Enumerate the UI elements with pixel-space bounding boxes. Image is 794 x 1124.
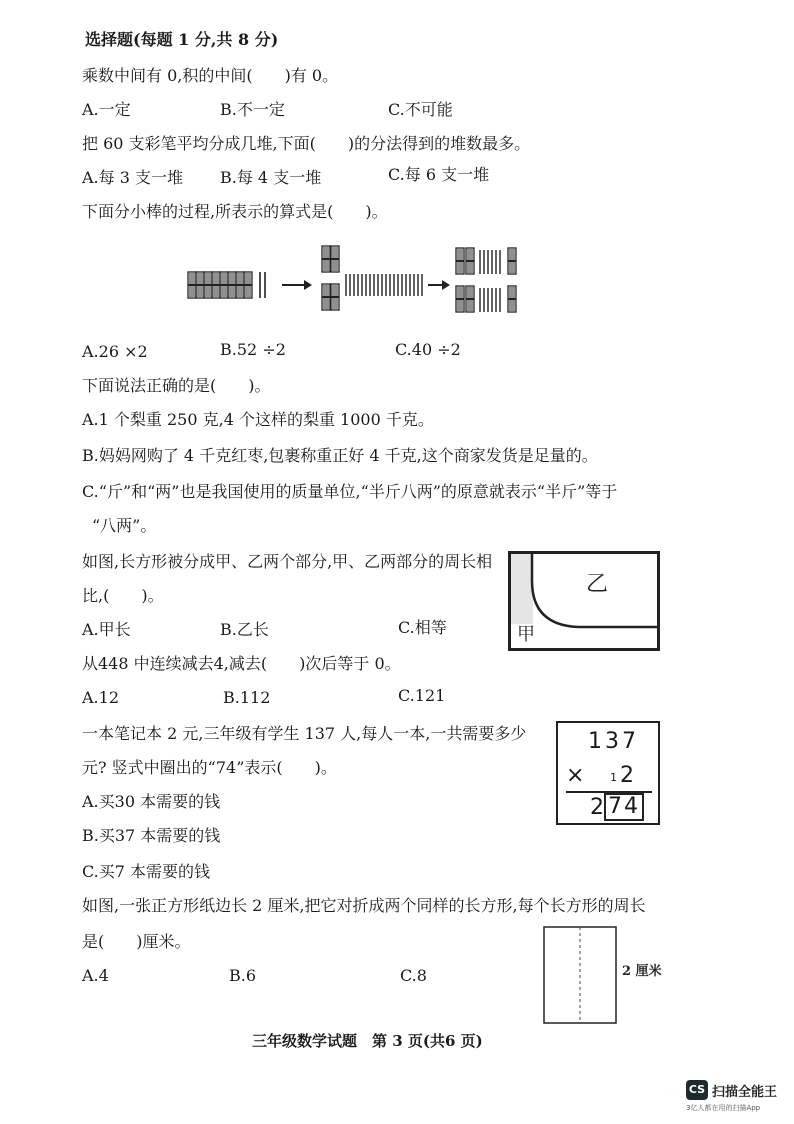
calc-carry: 1 bbox=[610, 771, 617, 784]
question-8-stem-1: 如图,一张正方形纸边长 2 厘米,把它对折成两个同样的长方形,每个长方形的周长 bbox=[82, 896, 646, 915]
vertical-multiplication bbox=[556, 721, 660, 825]
q2-option-a: A.每 3 支一堆 bbox=[82, 168, 183, 187]
calc-top: 137 bbox=[588, 729, 639, 754]
q8-option-b: B.6 bbox=[229, 966, 257, 985]
q8-option-c: C.8 bbox=[400, 966, 427, 985]
q1-option-a: A.一定 bbox=[82, 100, 131, 119]
stick-division-figure bbox=[186, 238, 546, 328]
question-7-stem-2: 元? 竖式中圈出的“74”表示( )。 bbox=[82, 758, 337, 777]
calc-result-boxed: 74 bbox=[604, 793, 644, 821]
question-2-stem: 把 60 支彩笔平均分成几堆,下面( )的分法得到的堆数最多。 bbox=[82, 134, 531, 153]
calc-sign: × bbox=[566, 763, 585, 788]
q2-option-b: B.每 4 支一堆 bbox=[220, 168, 322, 187]
q7-option-c: C.买7 本需要的钱 bbox=[82, 862, 211, 881]
q8-option-a: A.4 bbox=[82, 966, 109, 985]
middle-bundles bbox=[322, 246, 339, 310]
q5-option-c: C.相等 bbox=[398, 618, 447, 637]
q3-option-b: B.52 ÷2 bbox=[220, 340, 286, 359]
q5-option-a: A.甲长 bbox=[82, 620, 131, 639]
cs-logo-icon: CS bbox=[686, 1080, 708, 1100]
question-4-stem: 下面说法正确的是( )。 bbox=[82, 376, 271, 395]
q1-option-b: B.不一定 bbox=[220, 100, 285, 119]
question-5-stem-1: 如图,长方形被分成甲、乙两个部分,甲、乙两部分的周长相 bbox=[82, 552, 493, 571]
square-side-label: 2 厘米 bbox=[622, 964, 662, 979]
q7-option-b: B.买37 本需要的钱 bbox=[82, 826, 221, 845]
calc-result-lead: 2 bbox=[590, 795, 604, 820]
arrow-1 bbox=[282, 280, 312, 290]
rectangle-split-figure bbox=[508, 551, 660, 651]
folded-square-figure bbox=[540, 925, 680, 1025]
q2-option-c: C.每 6 支一堆 bbox=[388, 165, 490, 184]
section-title: 选择题(每题 1 分,共 8 分) bbox=[85, 30, 279, 49]
q6-option-c: C.121 bbox=[398, 686, 446, 705]
question-5-stem-2: 比,( )。 bbox=[82, 586, 164, 605]
q4-option-a: A.1 个梨重 250 克,4 个这样的梨重 1000 千克。 bbox=[82, 410, 434, 429]
question-8-stem-2: 是( )厘米。 bbox=[82, 932, 191, 951]
arrow-2 bbox=[428, 280, 450, 290]
left-bundles bbox=[188, 272, 265, 298]
page-footer: 三年级数学试题 第 3 页(共6 页) bbox=[252, 1032, 483, 1050]
q4-option-c: C.“斤”和“两”也是我国使用的质量单位,“半斤八两”的原意就表示“半斤”等于 bbox=[82, 482, 618, 501]
figure-label-yi: 乙 bbox=[586, 572, 609, 597]
scanner-watermark bbox=[684, 1078, 790, 1118]
q5-option-b: B.乙长 bbox=[220, 620, 269, 639]
q7-option-a: A.买30 本需要的钱 bbox=[82, 792, 221, 811]
q3-option-c: C.40 ÷2 bbox=[395, 340, 461, 359]
question-7-stem-1: 一本笔记本 2 元,三年级有学生 137 人,每人一本,一共需要多少 bbox=[82, 724, 527, 743]
question-3-stem: 下面分小棒的过程,所表示的算式是( )。 bbox=[82, 202, 388, 221]
question-1-stem: 乘数中间有 0,积的中间( )有 0。 bbox=[82, 66, 339, 85]
calc-multiplier: 2 bbox=[620, 763, 634, 788]
q4-option-b: B.妈妈网购了 4 千克红枣,包裹称重正好 4 千克,这个商家发货是足量的。 bbox=[82, 446, 598, 465]
q6-option-b: B.112 bbox=[223, 688, 271, 707]
watermark-name: 扫描全能王 bbox=[712, 1085, 778, 1100]
q6-option-a: A.12 bbox=[82, 688, 119, 707]
q1-option-c: C.不可能 bbox=[388, 100, 453, 119]
question-6-stem: 从448 中连续减去4,减去( )次后等于 0。 bbox=[82, 654, 401, 673]
loose-sticks bbox=[346, 274, 422, 296]
q3-option-a: A.26 ×2 bbox=[82, 342, 148, 361]
right-groups bbox=[456, 248, 516, 312]
figure-label-jia: 甲 bbox=[517, 624, 535, 645]
watermark-tagline: 3亿人都在用的扫描App bbox=[686, 1104, 761, 1112]
q4-option-c-cont: “八两”。 bbox=[92, 516, 157, 535]
